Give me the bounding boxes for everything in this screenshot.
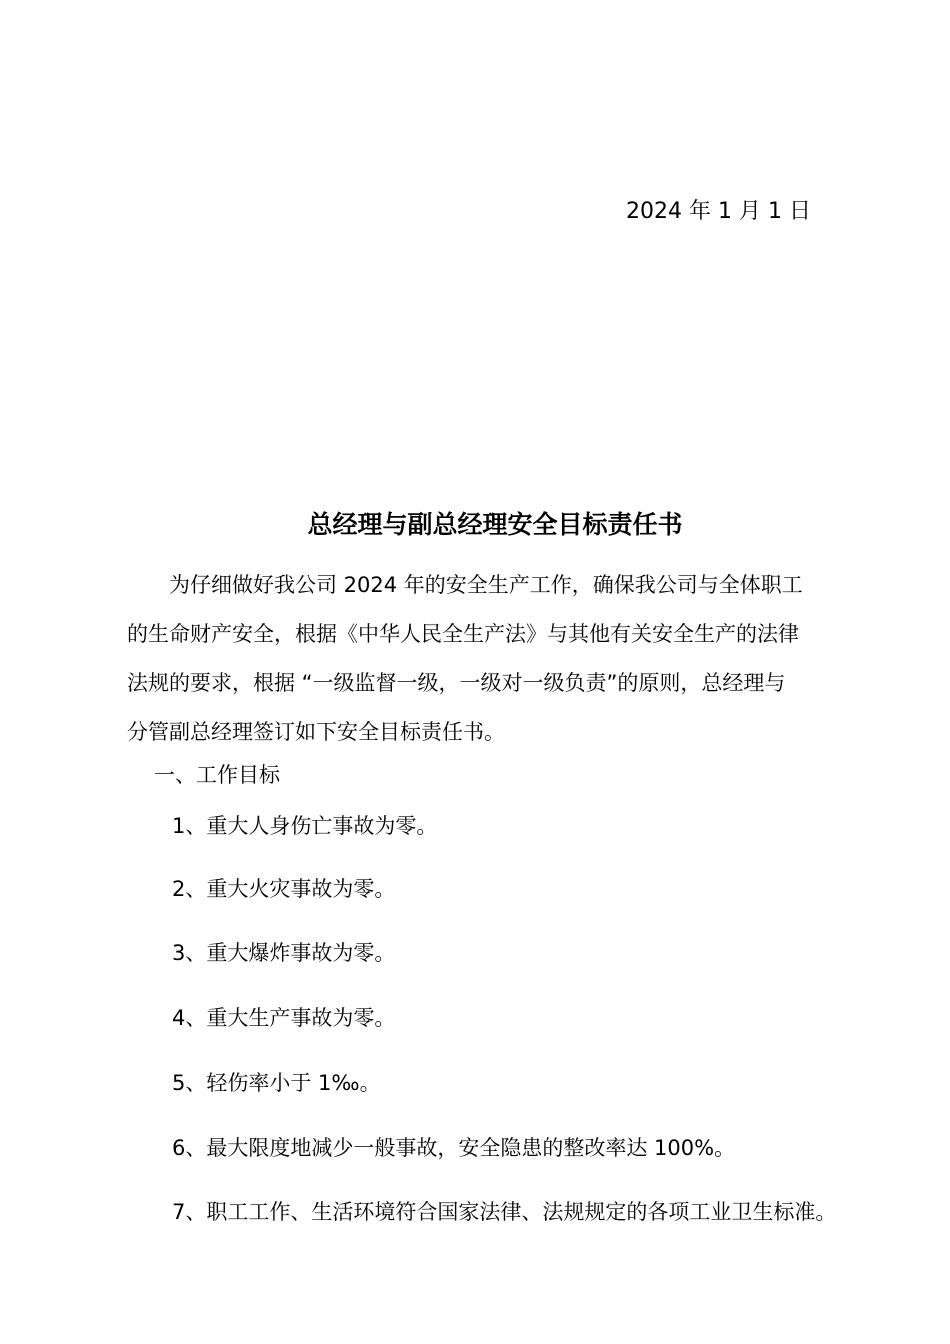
document-title: 总经理与副总经理安全目标责任书: [307, 510, 683, 539]
goal-item: 2、重大火灾事故为零。: [172, 877, 396, 901]
intro-line: 分管副总经理签订如下安全目标责任书。: [127, 720, 505, 744]
document-date: 2024 年 1 月 1 日: [626, 199, 811, 224]
goal-item: 7、职工工作、生活环境符合国家法律、法规规定的各项工业卫生标准。: [172, 1200, 837, 1224]
goal-item: 5、轻伤率小于 1‰。: [172, 1071, 381, 1095]
intro-line: 的生命财产安全，根据《中华人民全生产法》与其他有关安全生产的法律: [127, 622, 799, 646]
intro-line: 法规的要求，根据 “一级监督一级，一级对一级负责”的原则，总经理与: [127, 671, 786, 695]
goal-item: 4、重大生产事故为零。: [172, 1006, 396, 1030]
goal-item: 3、重大爆炸事故为零。: [172, 941, 396, 965]
goal-item: 1、重大人身伤亡事故为零。: [172, 814, 438, 838]
intro-paragraph: [127, 561, 877, 757]
intro-line: 为仔细做好我公司 2024 年的安全生产工作，确保我公司与全体职工: [169, 573, 803, 597]
goal-item: 6、最大限度地减少一般事故，安全隐患的整改率达 100%。: [172, 1136, 736, 1160]
section-heading: 一、工作目标: [154, 763, 280, 787]
